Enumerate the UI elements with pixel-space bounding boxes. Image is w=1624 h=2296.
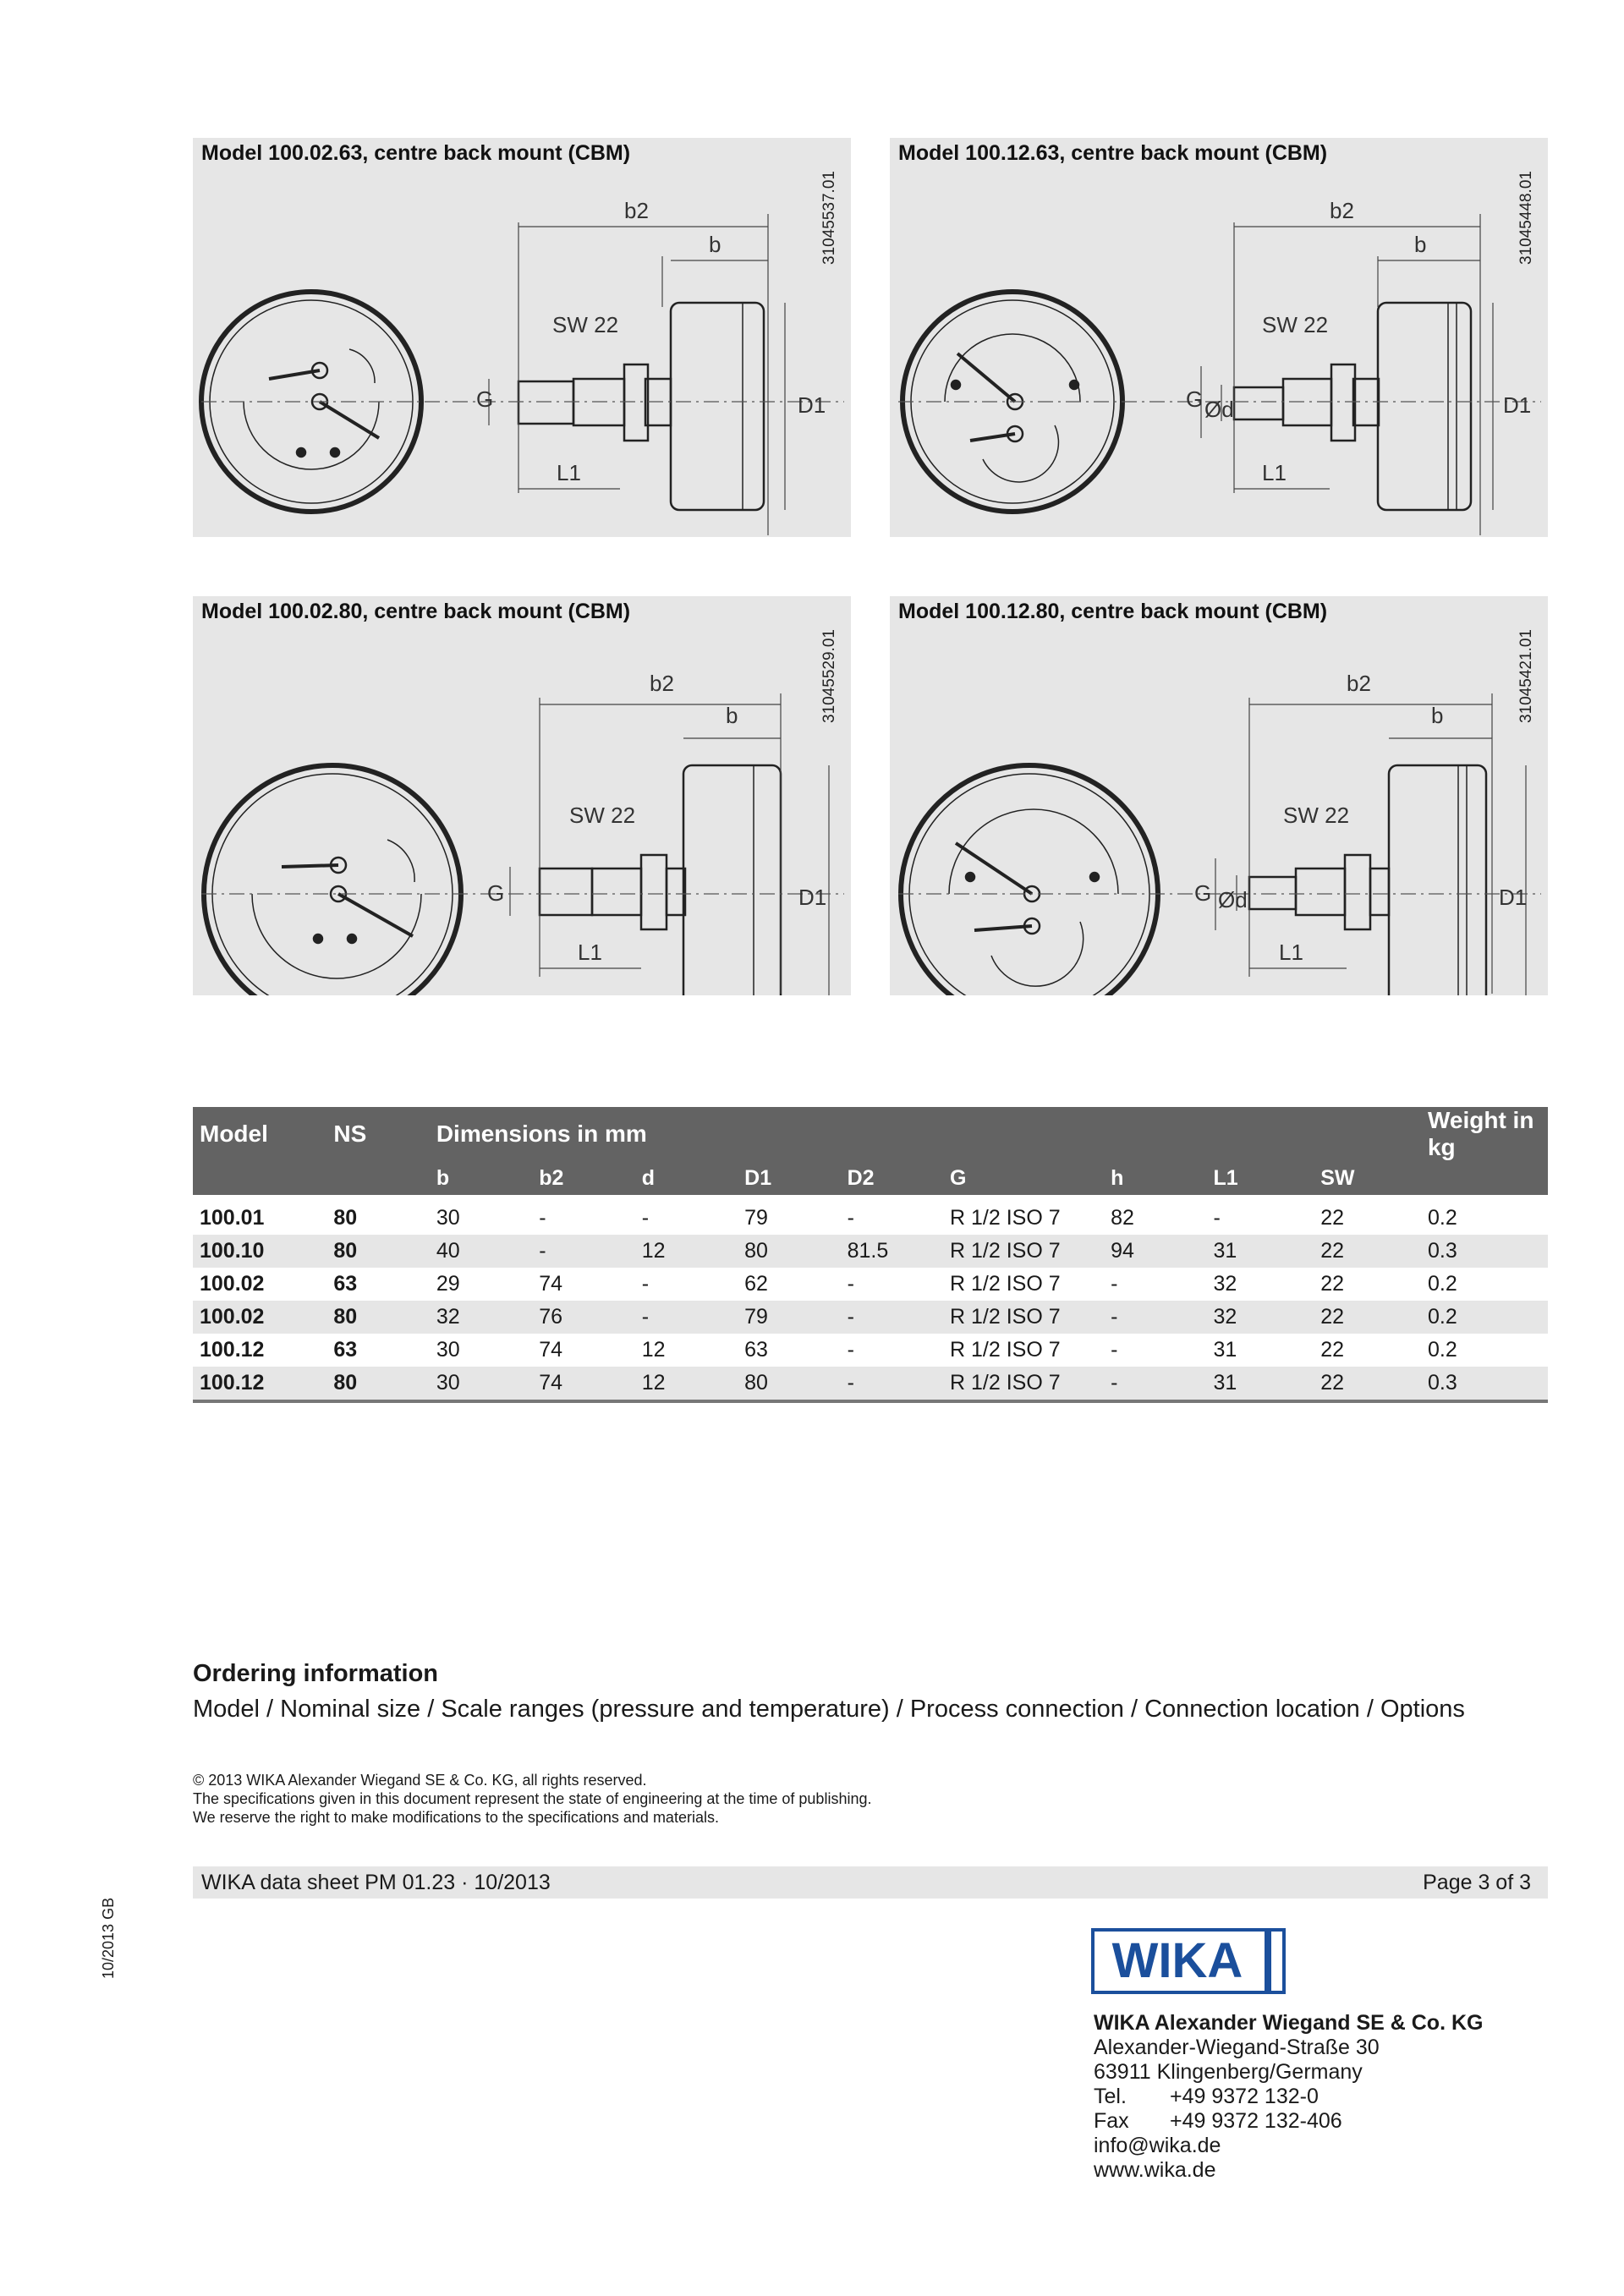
cell-h: - — [1111, 1338, 1118, 1362]
cell-model: 100.02 — [200, 1272, 265, 1296]
ordering-text: Model / Nominal size / Scale ranges (pressure and temperature) / Process connection / Connection location / Options — [193, 1696, 1465, 1723]
drawing-panel-100-12-63 — [890, 138, 1548, 537]
dim-sw: SW 22 — [552, 312, 619, 337]
drawing-code: 31045421.01 — [1517, 629, 1535, 723]
col-ns: NS — [326, 1107, 429, 1161]
company-name: WIKA Alexander Wiegand SE & Co. KG — [1094, 2011, 1484, 2035]
dim-d: Ød — [1204, 397, 1234, 422]
cell-g: R 1/2 ISO 7 — [950, 1338, 1061, 1362]
cell-sw: 22 — [1320, 1206, 1345, 1230]
dim-l1: L1 — [557, 460, 581, 485]
cell-d: 12 — [635, 1235, 738, 1268]
company-email[interactable]: info@wika.de — [1094, 2134, 1221, 2157]
cell-b2: - — [539, 1206, 546, 1230]
table-row — [193, 1367, 1548, 1401]
table-header-top — [193, 1107, 1548, 1161]
cell-ns: 63 — [333, 1272, 358, 1296]
col-weight: Weight in kg — [1421, 1107, 1548, 1161]
dim-g: G — [1186, 386, 1204, 412]
cell-d: - — [635, 1301, 738, 1334]
dim-b: b — [1431, 703, 1444, 728]
cell-b: 29 — [436, 1272, 460, 1296]
cell-sw: 22 — [1314, 1367, 1421, 1401]
dim-sw: SW 22 — [569, 803, 636, 828]
cell-weight: 0.2 — [1427, 1338, 1457, 1362]
side-date-code: 10/2013 GB — [100, 1897, 117, 1979]
panel-title: Model 100.02.80, centre back mount (CBM) — [201, 600, 631, 623]
cell-b2: 74 — [532, 1367, 634, 1401]
cell-d2: - — [847, 1206, 854, 1230]
cell-l1: 31 — [1207, 1367, 1314, 1401]
col-dimensions: Dimensions in mm — [430, 1107, 1421, 1161]
cell-h: - — [1104, 1301, 1206, 1334]
drawing-code: 31045537.01 — [820, 171, 838, 265]
cell-weight: 0.3 — [1421, 1367, 1548, 1401]
cell-b2: - — [532, 1235, 634, 1268]
dim-b2: b2 — [624, 198, 649, 223]
dim-l1: L1 — [1262, 460, 1287, 485]
copyright-line: © 2013 WIKA Alexander Wiegand SE & Co. KG, all rights reserved. — [193, 1772, 647, 1789]
cell-b2: 74 — [539, 1338, 563, 1362]
dim-sw: SW 22 — [1283, 803, 1350, 828]
cell-model: 100.12 — [200, 1338, 265, 1362]
cell-l1: - — [1213, 1206, 1221, 1230]
cell-sw: 22 — [1314, 1235, 1421, 1268]
cell-d1: 62 — [744, 1272, 768, 1296]
drawing-code: 31045448.01 — [1517, 171, 1535, 265]
dim-g: G — [487, 880, 505, 906]
cell-ns: 80 — [333, 1206, 358, 1230]
cell-b2: 76 — [532, 1301, 634, 1334]
dim-b2: b2 — [1347, 671, 1371, 696]
dim-d1: D1 — [1499, 885, 1528, 910]
cell-g: R 1/2 ISO 7 — [943, 1235, 1104, 1268]
cell-h: 94 — [1104, 1235, 1206, 1268]
cell-g: R 1/2 ISO 7 — [943, 1367, 1104, 1401]
drawing-panel-100-02-63 — [193, 138, 851, 537]
cell-d1: 79 — [744, 1206, 768, 1230]
col-h: h — [1104, 1161, 1206, 1195]
dim-d: Ød — [1218, 887, 1248, 912]
company-address — [1094, 2011, 1483, 2183]
drawing-panel-100-02-80 — [193, 596, 851, 995]
dim-d1: D1 — [798, 392, 826, 418]
cell-model: 100.12 — [193, 1367, 326, 1401]
col-b2: b2 — [532, 1161, 634, 1195]
col-d: d — [635, 1161, 738, 1195]
ordering-title: Ordering information — [193, 1660, 438, 1687]
col-g: G — [943, 1161, 1104, 1195]
cell-ns: 80 — [326, 1367, 429, 1401]
drawing-panel-100-12-80 — [890, 596, 1548, 995]
cell-b: 40 — [430, 1235, 532, 1268]
cell-b: 32 — [430, 1301, 532, 1334]
dim-g: G — [1194, 880, 1212, 906]
cell-sw: 22 — [1320, 1272, 1345, 1296]
wika-logo — [1091, 1928, 1286, 1994]
dim-b2: b2 — [650, 671, 674, 696]
col-sw: SW — [1314, 1161, 1421, 1195]
cell-sw: 22 — [1320, 1338, 1345, 1362]
cell-weight: 0.2 — [1427, 1272, 1457, 1296]
cell-model: 100.02 — [193, 1301, 326, 1334]
company-tel: Tel. +49 9372 132-0 — [1094, 2085, 1319, 2108]
table-body — [193, 1195, 1548, 1401]
cell-d2: - — [847, 1272, 854, 1296]
dim-b: b — [1414, 232, 1427, 257]
cell-model: 100.10 — [193, 1235, 326, 1268]
table-header-sub — [193, 1161, 1548, 1195]
dim-sw: SW 22 — [1262, 312, 1329, 337]
cell-l1: 32 — [1207, 1301, 1314, 1334]
cell-weight: 0.3 — [1421, 1235, 1548, 1268]
company-city: 63911 Klingenberg/Germany — [1094, 2060, 1363, 2084]
cell-g: R 1/2 ISO 7 — [943, 1301, 1104, 1334]
cell-l1: 31 — [1207, 1235, 1314, 1268]
cell-b: 30 — [436, 1338, 460, 1362]
logo-text: WIKA — [1111, 1933, 1243, 1988]
dim-l1: L1 — [578, 940, 602, 965]
cell-l1: 31 — [1213, 1338, 1237, 1362]
table-row — [193, 1301, 1548, 1334]
cell-d2: - — [841, 1301, 943, 1334]
datasheet-id: WIKA data sheet PM 01.23 · 10/2013 — [201, 1871, 551, 1894]
cell-weight: 0.2 — [1427, 1206, 1457, 1230]
cell-ns: 80 — [326, 1301, 429, 1334]
footer-bar — [193, 1866, 1548, 1899]
cell-d: 12 — [635, 1367, 738, 1401]
copyright-line: We reserve the right to make modifications to the specifications and materials. — [193, 1809, 719, 1826]
cell-b2: 74 — [539, 1272, 563, 1296]
cell-g: R 1/2 ISO 7 — [950, 1272, 1061, 1296]
col-l1: L1 — [1207, 1161, 1314, 1195]
col-model: Model — [193, 1107, 326, 1161]
col-d2: D2 — [841, 1161, 943, 1195]
gauge-drawing — [193, 138, 851, 537]
panel-title: Model 100.12.80, centre back mount (CBM) — [898, 600, 1328, 623]
cell-d2: - — [841, 1367, 943, 1401]
cell-sw: 22 — [1314, 1301, 1421, 1334]
dim-l1: L1 — [1279, 940, 1303, 965]
cell-d1: 80 — [738, 1367, 840, 1401]
panel-title: Model 100.02.63, centre back mount (CBM) — [201, 141, 631, 165]
table-row — [193, 1268, 1548, 1301]
cell-d1: 79 — [738, 1301, 840, 1334]
cell-b: 30 — [436, 1206, 460, 1230]
gauge-drawing — [890, 138, 1548, 537]
cell-h: - — [1111, 1272, 1118, 1296]
drawing-code: 31045529.01 — [820, 629, 838, 723]
cell-ns: 63 — [333, 1338, 358, 1362]
cell-model: 100.01 — [200, 1206, 265, 1230]
dim-b: b — [709, 232, 721, 257]
table-row — [193, 1235, 1548, 1268]
cell-d: - — [641, 1272, 650, 1296]
table-row — [193, 1202, 1548, 1235]
cell-h: 82 — [1111, 1206, 1134, 1230]
company-web[interactable]: www.wika.de — [1094, 2158, 1216, 2182]
cell-ns: 80 — [326, 1235, 429, 1268]
dim-b2: b2 — [1330, 198, 1354, 223]
dim-d1: D1 — [1503, 392, 1532, 418]
copyright-notice — [193, 1771, 871, 1827]
company-fax: Fax +49 9372 132-406 — [1094, 2109, 1342, 2133]
panel-title: Model 100.12.63, centre back mount (CBM) — [898, 141, 1328, 165]
cell-weight: 0.2 — [1421, 1301, 1548, 1334]
dimensions-table — [193, 1107, 1548, 1403]
cell-l1: 32 — [1213, 1272, 1237, 1296]
col-d1: D1 — [738, 1161, 840, 1195]
col-b: b — [430, 1161, 532, 1195]
copyright-line: The specifications given in this document represent the state of engineering at the time of publishing. — [193, 1790, 872, 1807]
dim-g: G — [476, 386, 494, 412]
cell-g: R 1/2 ISO 7 — [950, 1206, 1061, 1230]
gauge-drawing — [890, 596, 1548, 995]
dim-d1: D1 — [798, 885, 827, 910]
cell-d: - — [641, 1206, 650, 1230]
table-row — [193, 1334, 1548, 1367]
cell-d2: - — [847, 1338, 854, 1362]
page-number: Page 3 of 3 — [1423, 1871, 1531, 1894]
cell-d1: 63 — [744, 1338, 768, 1362]
cell-h: - — [1104, 1367, 1206, 1401]
cell-d1: 80 — [738, 1235, 840, 1268]
cell-d2: 81.5 — [841, 1235, 943, 1268]
company-street: Alexander-Wiegand-Straße 30 — [1094, 2036, 1380, 2059]
cell-b: 30 — [430, 1367, 532, 1401]
dim-b: b — [726, 703, 738, 728]
gauge-drawing — [193, 596, 851, 995]
cell-d: 12 — [641, 1338, 666, 1362]
